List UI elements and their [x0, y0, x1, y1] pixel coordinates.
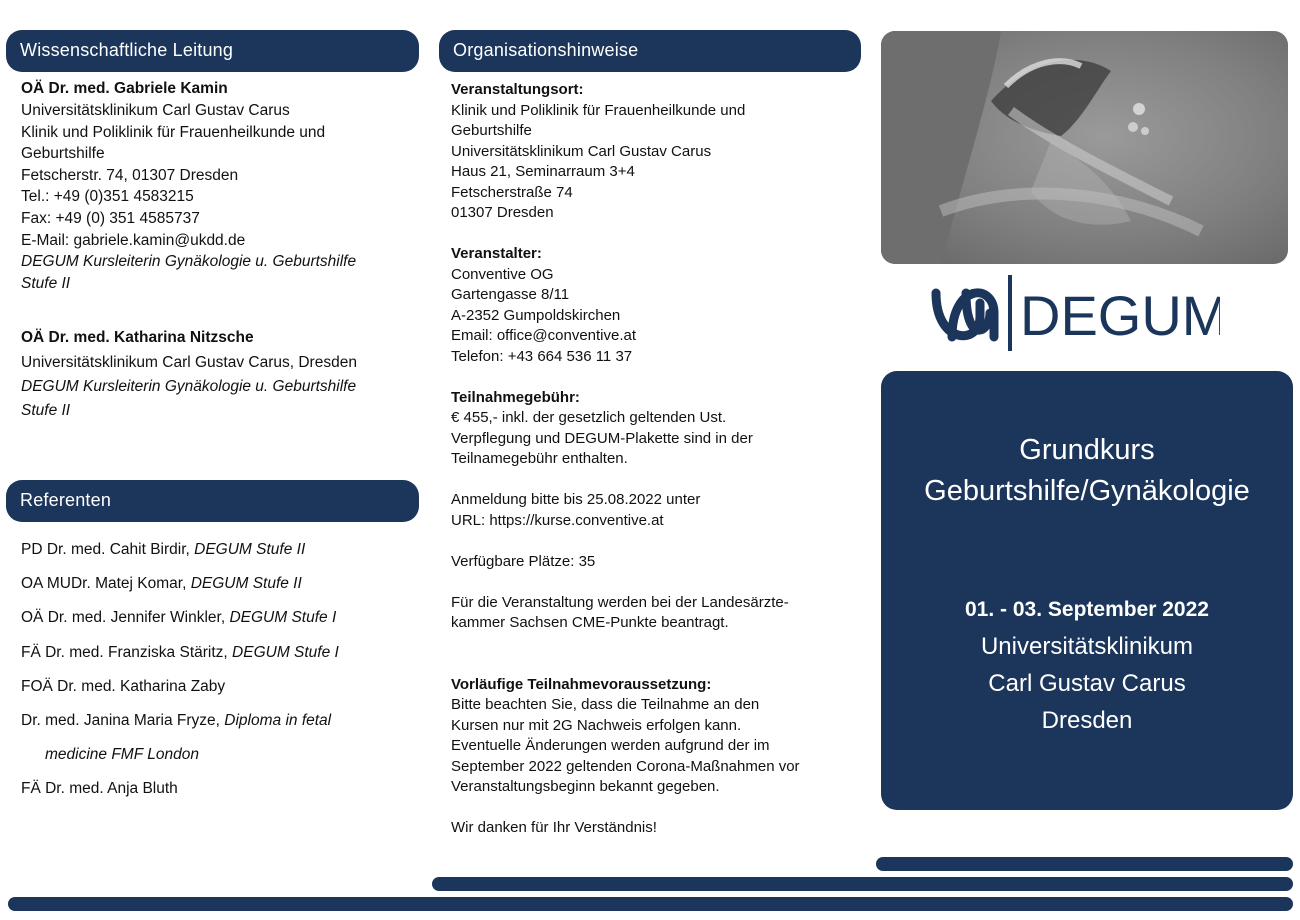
leitung-person1-phone: Tel.: +49 (0)351 4583215: [21, 188, 194, 206]
veranstalter-email[interactable]: Email: office@conventive.at: [451, 327, 637, 344]
leitung-block-2: [21, 326, 416, 423]
veranstaltungsort-line: 01307 Dresden: [451, 204, 554, 221]
referent-item: FÄ Dr. med. Franziska Stäritz, DEGUM Stufe I: [21, 643, 339, 661]
course-title-line: Geburtshilfe/Gynäkologie: [924, 475, 1250, 507]
referent-item: FOÄ Dr. med. Katharina Zaby: [21, 677, 226, 695]
teilnahmegebuehr-line: € 455,- inkl. der gesetzlich geltenden Ust.: [451, 409, 727, 426]
leitung-person2-line: Universitätsklinikum Carl Gustav Carus, Dresden: [21, 354, 357, 371]
decorative-bar: [876, 857, 1293, 871]
leitung-person1-line: Geburtshilfe: [21, 145, 105, 163]
course-title-line: Grundkurs: [1019, 434, 1155, 466]
anmeldung-url[interactable]: URL: https://kurse.conventive.at: [451, 511, 664, 529]
degum-logo-text: DEGUM: [1020, 284, 1220, 347]
veranstaltungsort-line: Universitätsklinikum Carl Gustav Carus: [451, 142, 712, 160]
voraussetzung-line: Veranstaltungsbeginn bekannt gegeben.: [451, 778, 720, 795]
veranstaltungsort-line: Haus 21, Seminarraum 3+4: [451, 163, 635, 180]
referent-item: Dr. med. Janina Maria Fryze, Diploma in fetal: [21, 711, 332, 729]
ultrasound-image: [881, 31, 1288, 264]
course-date: 01. - 03. September 2022: [965, 598, 1209, 621]
teilnahmegebuehr-line: Teilnamegebühr enthalten.: [451, 450, 628, 467]
dank-text: Wir danken für Ihr Verständnis!: [451, 819, 657, 836]
decorative-bar: [8, 897, 1293, 911]
leitung-person1-line: Fetscherstr. 74, 01307 Dresden: [21, 166, 239, 184]
leitung-person1-role: DEGUM Kursleiterin Gynäkologie u. Geburtshilfe: [21, 253, 357, 271]
veranstaltungsort-label: Veranstaltungsort:: [451, 81, 584, 98]
veranstalter-phone: Telefon: +43 664 536 11 37: [451, 347, 633, 365]
leitung-person2-role: Stufe II: [21, 402, 71, 419]
voraussetzung-line: Kursen nur mit 2G Nachweis erfolgen kann.: [451, 716, 742, 734]
voraussetzung-line: September 2022 geltenden Corona-Maßnahmen vor: [451, 757, 800, 775]
leitung-person1-email[interactable]: E-Mail: gabriele.kamin@ukdd.de: [21, 231, 246, 249]
voraussetzung-line: Bitte beachten Sie, dass die Teilnahme an den: [451, 696, 760, 713]
referent-item: OÄ Dr. med. Jennifer Winkler, DEGUM Stufe I: [21, 609, 337, 627]
course-venue-line: Universitätsklinikum: [980, 633, 1194, 660]
veranstalter-line: Gartengasse 8/11: [451, 286, 570, 303]
leitung-person1-role: Stufe II: [21, 274, 71, 292]
teilnahmegebuehr-line: Verpflegung und DEGUM-Plakette sind in der: [451, 429, 753, 447]
voraussetzung-label: Vorläufige Teilnahmevoraussetzung:: [451, 675, 712, 693]
leitung-person1-line: Universitätsklinikum Carl Gustav Carus: [21, 102, 290, 119]
organisation-block: [451, 80, 861, 839]
leitung-person2-name: OÄ Dr. med. Katharina Nitzsche: [21, 329, 254, 346]
referent-item: PD Dr. med. Cahit Birdir, DEGUM Stufe II: [21, 541, 306, 558]
verfuegbare-plaetze: Verfügbare Plätze: 35: [451, 552, 596, 570]
cme-line: Für die Veranstaltung werden bei der Landesärzte-: [451, 593, 789, 611]
section-header-wissenschaftliche-leitung: Wissenschaftliche Leitung: [6, 30, 419, 72]
referent-item: FÄ Dr. med. Anja Bluth: [21, 780, 178, 798]
decorative-bar: [432, 877, 1293, 891]
leitung-person2-role: DEGUM Kursleiterin Gynäkologie u. Geburtshilfe: [21, 378, 357, 395]
veranstaltungsort-line: Fetscherstraße 74: [451, 183, 573, 201]
referent-item-continued: medicine FMF London: [45, 746, 199, 764]
course-title-box: [881, 371, 1293, 810]
veranstalter-line: A-2352 Gumpoldskirchen: [451, 306, 621, 324]
cme-line: kammer Sachsen CME-Punkte beantragt.: [451, 614, 729, 631]
leitung-person1-name: OÄ Dr. med. Gabriele Kamin: [21, 80, 228, 97]
leitung-person1-fax: Fax: +49 (0) 351 4585737: [21, 209, 200, 227]
referenten-list: [21, 533, 421, 807]
degum-logo-icon: [936, 293, 994, 337]
veranstaltungsort-line: Geburtshilfe: [451, 122, 532, 139]
teilnahmegebuehr-label: Teilnahmegebühr:: [451, 388, 580, 406]
section-header-referenten: Referenten: [6, 480, 419, 522]
veranstaltungsort-line: Klinik und Poliklinik für Frauenheilkunde und: [451, 101, 746, 119]
course-venue-line: Carl Gustav Carus: [988, 670, 1186, 697]
veranstalter-label: Veranstalter:: [451, 245, 542, 262]
veranstalter-line: Conventive OG: [451, 265, 554, 283]
voraussetzung-line: Eventuelle Änderungen werden aufgrund der im: [451, 737, 770, 754]
course-venue-line: Dresden: [1041, 707, 1133, 734]
leitung-block: [21, 78, 416, 294]
anmeldung-line: Anmeldung bitte bis 25.08.2022 unter: [451, 491, 701, 508]
leitung-person1-line: Klinik und Poliklinik für Frauenheilkunde und: [21, 123, 326, 141]
section-header-organisationshinweise: Organisationshinweise: [439, 30, 861, 72]
referent-item: OA MUDr. Matej Komar, DEGUM Stufe II: [21, 575, 302, 593]
degum-logo: [930, 273, 1220, 355]
